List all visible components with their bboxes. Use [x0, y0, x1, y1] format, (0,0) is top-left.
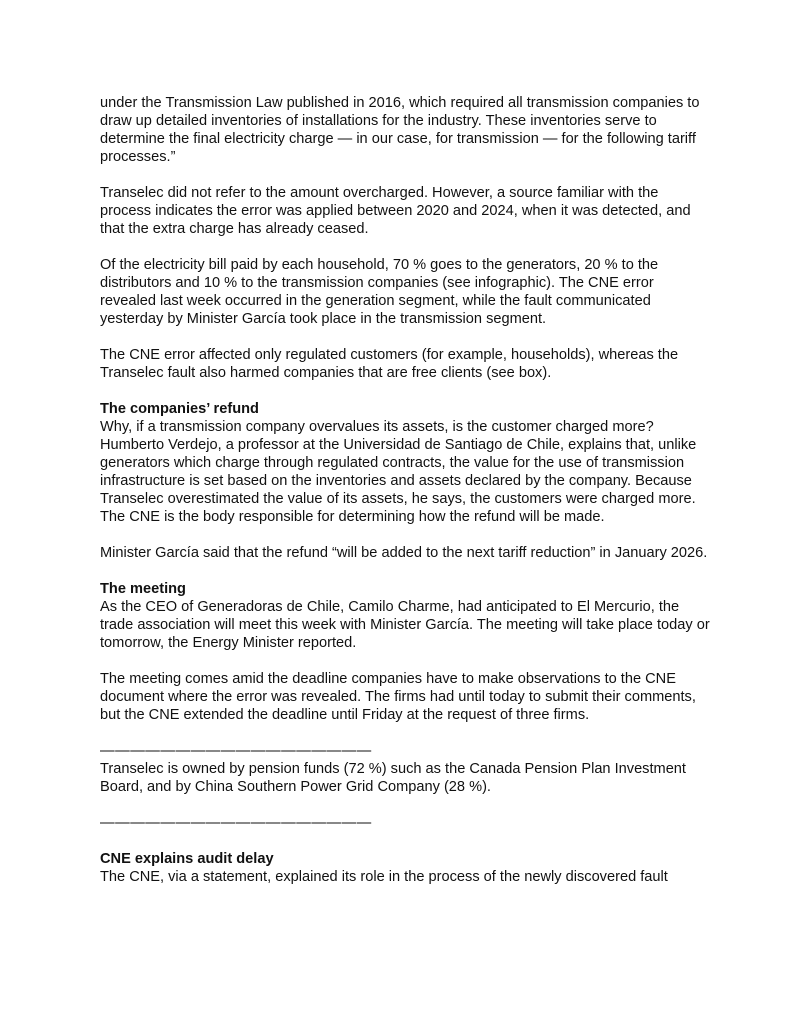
- paragraph-refund-date: Minister García said that the refund “will be added to the next tariff reduction” in January 2026.: [100, 545, 708, 561]
- paragraph-affected-customers: The CNE error affected only regulated customers (for example, households), whereas the Transelec fault also harmed companies that are free clients (see box).: [100, 347, 679, 381]
- heading-companies-refund: The companies’ refund: [100, 401, 259, 417]
- paragraph-meeting-deadline: The meeting comes amid the deadline companies have to make observations to the CNE document where the error was revealed. The firms had until today to submit their comments, but the CNE extended the deadline until Friday at the request of three firms.: [100, 671, 696, 723]
- box-rule-bottom: ——————————————————: [100, 815, 372, 831]
- heading-meeting: The meeting: [100, 581, 186, 597]
- box-ownership-text: Transelec is owned by pension funds (72 %) such as the Canada Pension Plan Investment Board, and by China Southern Power Grid Company (28 %).: [100, 761, 686, 795]
- paragraph-audit-statement: The CNE, via a statement, explained its role in the process of the newly discovered fault: [100, 869, 668, 885]
- paragraph-bill-breakdown: Of the electricity bill paid by each household, 70 % goes to the generators, 20 % to the distributors and 10 % to the transmission companies (see infographic). The CNE error revealed last week occurred in the generation segment, while the fault communicated yesterday by Minister García took place in the transmission segment.: [100, 257, 659, 327]
- heading-audit-delay: CNE explains audit delay: [100, 851, 274, 867]
- paragraph-transmission-law: under the Transmission Law published in 2016, which required all transmission companies to draw up detailed inventories of installations for the industry. These inventories serve to determine the final electricity charge — in our case, for transmission — for the following tariff processes.”: [100, 95, 700, 165]
- paragraph-meeting-info: As the CEO of Generadoras de Chile, Camilo Charme, had anticipated to El Mercurio, the trade association will meet this week with Minister García. The meeting will take place today or tomorrow, the Energy Minister reported.: [100, 599, 710, 651]
- paragraph-refund-explanation: Why, if a transmission company overvalues its assets, is the customer charged more? Humberto Verdejo, a professor at the Universidad de Santiago de Chile, explains that, unlike generators which charge through regulated contracts, the value for the use of transmission infrastructure is set based on the inventories and assets declared by the company. Because Transelec overestimated the value of its assets, he says, the customers were charged more. The CNE is the body responsible for determining how the refund will be made.: [100, 419, 697, 525]
- box-rule-top: ——————————————————: [100, 743, 372, 759]
- paragraph-overcharge-period: Transelec did not refer to the amount overcharged. However, a source familiar with the process indicates the error was applied between 2020 and 2024, when it was detected, and that the extra charge has already ceased.: [100, 185, 691, 237]
